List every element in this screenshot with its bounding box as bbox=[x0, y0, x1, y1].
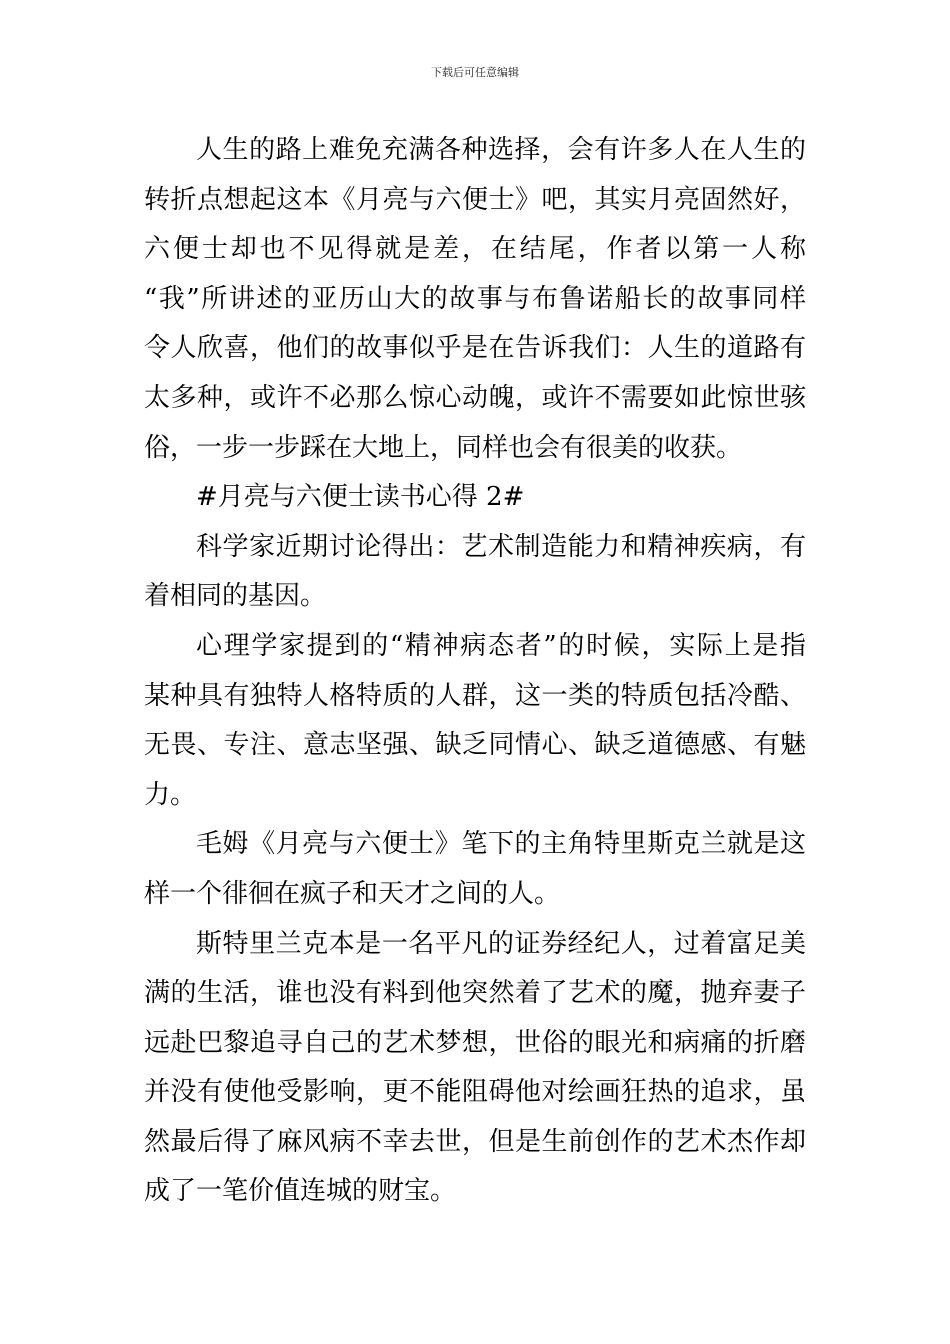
text-line: 无畏、专注、意志坚强、缺乏同情心、缺乏道德感、有魅 bbox=[144, 730, 806, 761]
text-line: 然最后得了麻风病不幸去世，但是生前创作的艺术杰作却 bbox=[144, 1126, 806, 1157]
text-line: 力。 bbox=[144, 779, 197, 810]
text-line: 某种具有独特人格特质的人群，这一类的特质包括冷酷、 bbox=[144, 680, 806, 711]
text-line: 俗，一步一步踩在大地上，同样也会有很美的收获。 bbox=[144, 432, 743, 463]
text-line: 远赴巴黎追寻自己的艺术梦想，世俗的眼光和病痛的折磨 bbox=[144, 1027, 806, 1058]
text-line: 并没有使他受影响，更不能阻碍他对绘画狂热的追求，虽 bbox=[144, 1077, 806, 1108]
text-line: 太多种，或许不必那么惊心动魄，或许不需要如此惊世骇 bbox=[144, 382, 806, 413]
text-line: 样一个徘徊在疯子和天才之间的人。 bbox=[144, 878, 561, 909]
text-line: 科学家近期讨论得出：艺术制造能力和精神疾病，有 bbox=[196, 531, 806, 562]
text-line: 成了一笔价值连城的财宝。 bbox=[144, 1176, 457, 1207]
document-body bbox=[144, 126, 806, 1217]
text-line: 人生的路上难免充满各种选择，会有许多人在人生的 bbox=[196, 135, 806, 165]
text-line: 六便士却也不见得就是差，在结尾，作者以第一人称 bbox=[144, 234, 806, 265]
text-line: 斯特里兰克本是一名平凡的证券经纪人，过着富足美 bbox=[196, 928, 806, 959]
page-header: 下载后可任意编辑 bbox=[431, 66, 519, 79]
text-line: 满的生活，谁也没有料到他突然着了艺术的魔，抛弃妻子 bbox=[144, 978, 806, 1009]
section-heading: #月亮与六便士读书心得 2# bbox=[196, 482, 525, 513]
text-line: 令人欣喜，他们的故事似乎是在告诉我们：人生的道路有 bbox=[144, 333, 806, 364]
text-line: 心理学家提到的“精神病态者”的时候，实际上是指 bbox=[196, 630, 806, 661]
text-line: “我”所讲述的亚历山大的故事与布鲁诺船长的故事同样 bbox=[144, 283, 806, 314]
text-line: 毛姆《月亮与六便士》笔下的主角特里斯克兰就是这 bbox=[196, 829, 806, 860]
text-line: 着相同的基因。 bbox=[144, 581, 327, 612]
text-line: 转折点想起这本《月亮与六便士》吧，其实月亮固然好， bbox=[144, 184, 806, 215]
